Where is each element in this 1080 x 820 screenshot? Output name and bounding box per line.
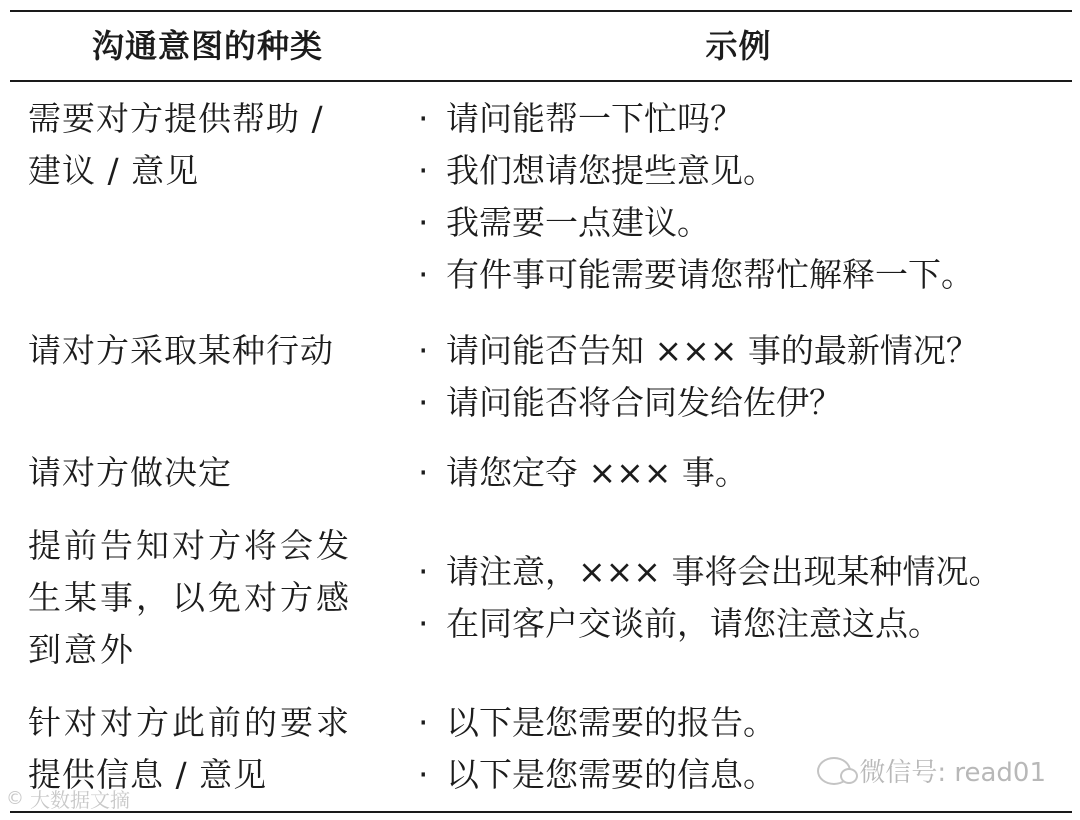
example-item: · 请您定夺 ××× 事。 [418,447,1068,499]
example-item: · 我们想请您提些意见。 [418,145,1068,197]
bullet-icon: · [418,99,429,138]
table-header [10,12,1072,80]
row-category [28,325,398,377]
watermark-mark: © [6,788,24,809]
example-item: · 请问能帮一下忙吗？ [418,93,1068,145]
bullet-icon: · [418,755,429,794]
bullet-icon: · [418,383,429,422]
row-examples [418,93,1068,301]
category-line: 生某事，以免对方感 [28,578,352,617]
wechat-icon [817,757,851,785]
example-item: · 请问能否告知 ××× 事的最新情况？ [418,325,1068,377]
example-item: · 我需要一点建议。 [418,197,1068,249]
example-item: · 在同客户交谈前，请您注意这点。 [418,598,1068,650]
example-item: · 请注意，××× 事将会出现某种情况。 [418,546,1068,598]
watermark-wechat [817,752,1046,789]
watermark-text: 微信号: read01 [859,758,1046,788]
category-line: 针对对方此前的要求 [28,703,352,742]
category-line: 到意外 [28,630,136,669]
category-line: 建议 / 意见 [28,151,200,190]
header-examples: 示例 [705,27,772,65]
bullet-icon: · [418,552,429,591]
bullet-icon: · [418,255,429,294]
bullet-icon: · [418,453,429,492]
bullet-icon: · [418,331,429,370]
bullet-icon: · [418,151,429,190]
example-item: · 有件事可能需要请您帮忙解释一下。 [418,249,1068,301]
bullet-icon: · [418,203,429,242]
row-examples [418,325,1068,429]
category-line: 提供信息 / 意见 [28,755,268,794]
row-category [28,520,398,676]
row-category [28,447,398,499]
bullet-icon: · [418,604,429,643]
example-item: · 以下是您需要的信息。 [418,749,1068,801]
bullet-icon: · [418,703,429,742]
row-examples [418,447,1068,499]
category-line: 需要对方提供帮助 / [28,99,324,138]
category-line: 请对方做决定 [28,453,232,492]
watermark-source-text: 大数据文摘 [30,788,130,812]
watermark-source [6,784,130,813]
row-examples [418,546,1068,650]
header-category: 沟通意图的种类 [91,27,323,65]
example-item: · 请问能否将合同发给佐伊？ [418,377,1068,429]
example-item: · 以下是您需要的报告。 [418,697,1068,749]
category-line: 提前告知对方将会发 [28,526,352,565]
row-category [28,93,398,197]
table-header-rule [10,80,1072,82]
table-bottom-rule [10,811,1072,813]
category-line: 请对方采取某种行动 [28,331,334,370]
